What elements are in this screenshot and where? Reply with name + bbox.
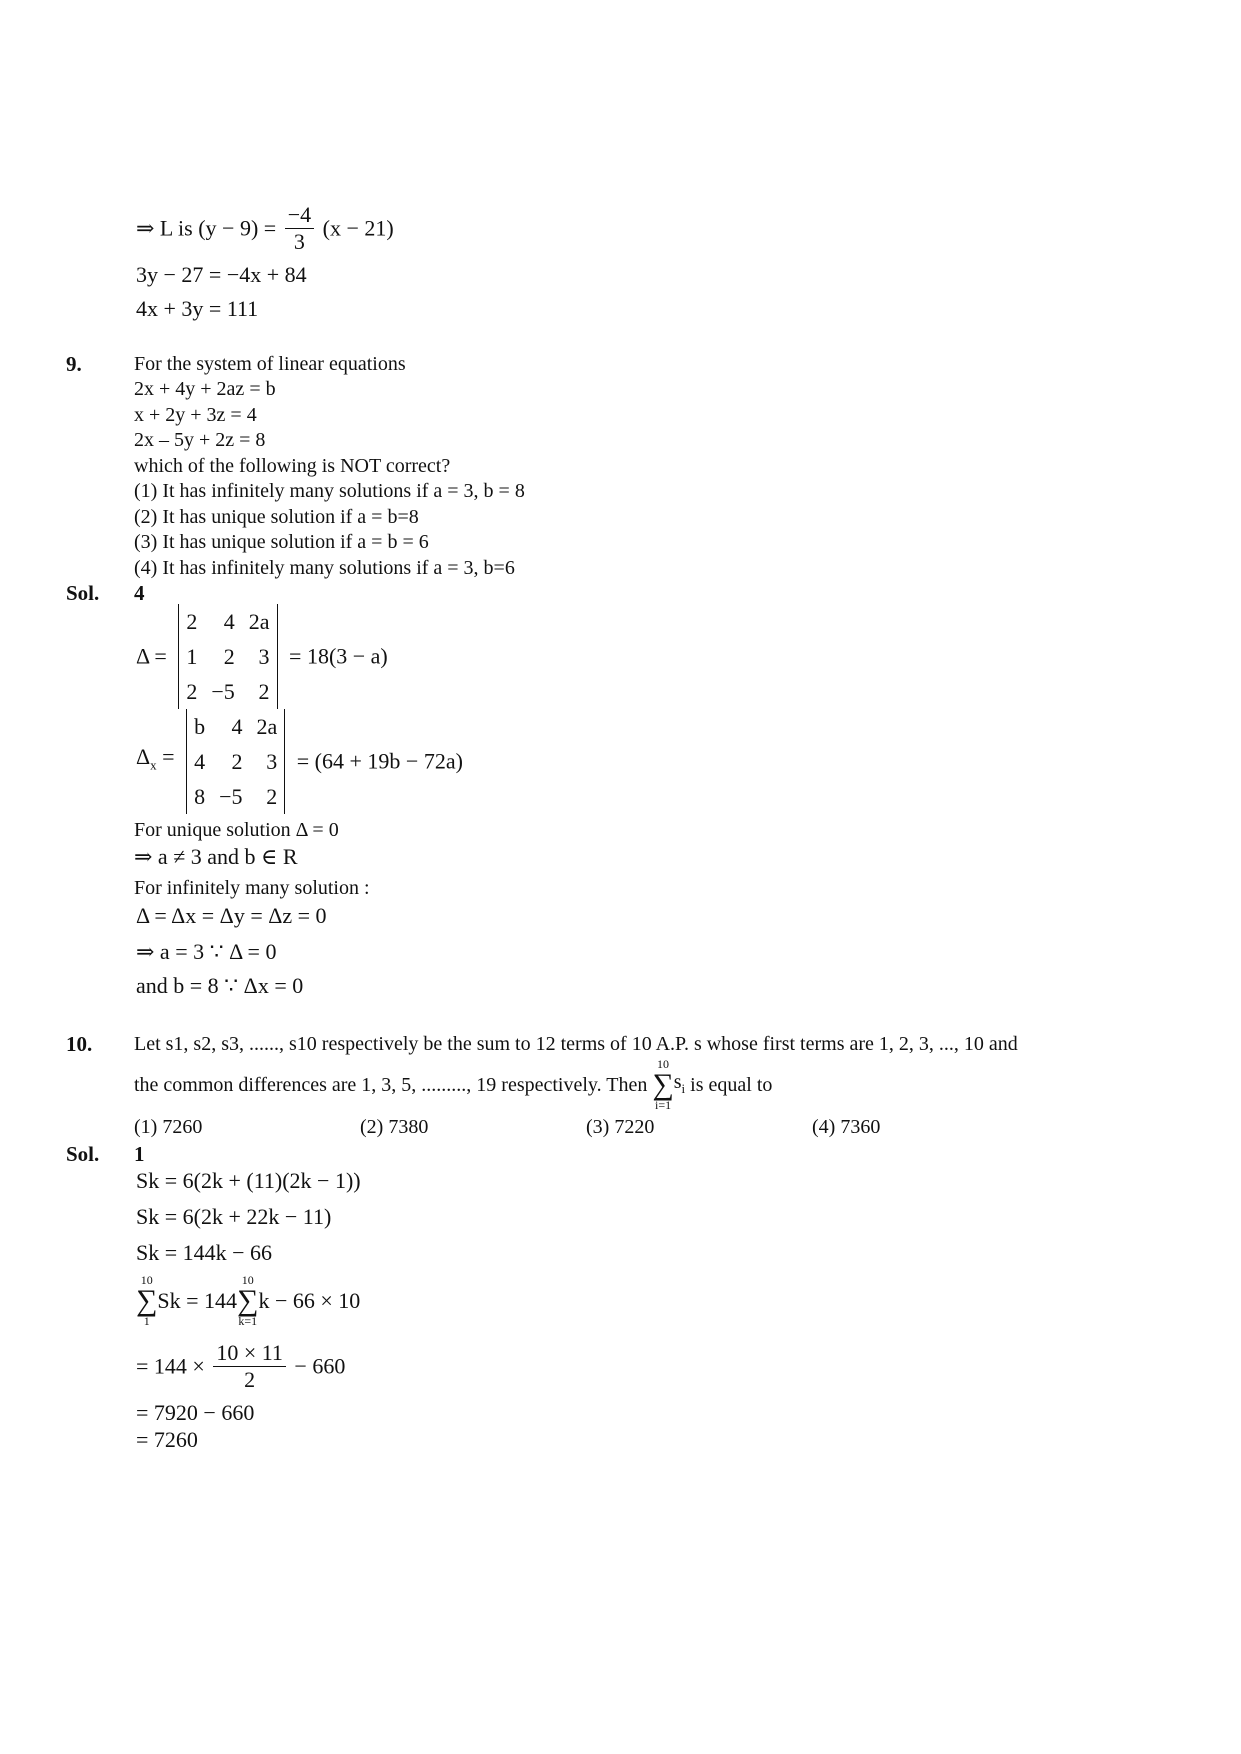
fraction — [285, 202, 314, 255]
matrix-cell: 2 — [223, 644, 235, 669]
stem-line-2-end: is equal to — [690, 1074, 773, 1096]
matrix-cell: 2 — [266, 784, 278, 809]
solution-10-fraction-step — [136, 1340, 345, 1393]
delta-result: = 18(3 − a) — [289, 643, 388, 669]
question-9-option-2: (2) It has unique solution if a = b=8 — [134, 506, 419, 528]
prev-line-1-suffix: (x − 21) — [322, 215, 394, 241]
unique-solution-line: For unique solution Δ = 0 — [134, 819, 339, 841]
question-9-number: 9. — [66, 352, 82, 376]
solution-10-step-3: Sk = 144k − 66 — [136, 1240, 273, 1265]
delta-x-result: = (64 + 19b − 72a) — [296, 748, 463, 774]
prev-line-1 — [136, 202, 394, 255]
matrix-cell: 3 — [266, 749, 278, 774]
fraction — [213, 1340, 286, 1393]
matrix-cell: 1 — [186, 644, 198, 669]
question-10-number: 10. — [66, 1032, 93, 1056]
summation-sign — [136, 1274, 157, 1328]
prev-line-3: 4x + 3y = 111 — [136, 296, 259, 321]
matrix-cell: 2 — [231, 749, 243, 774]
fraction-numerator: 10 × 11 — [213, 1340, 286, 1367]
matrix-cell: 2a — [248, 609, 270, 634]
infinite-solution-equation: Δ = Δx = Δy = Δz = 0 — [136, 903, 327, 928]
question-10-options — [134, 1115, 1038, 1139]
stem-line-2-text: the common differences are 1, 3, 5, ........., 19 respectively. Then — [134, 1074, 648, 1096]
delta-x-matrix — [186, 709, 285, 814]
delta-x-equals: = — [162, 744, 175, 770]
unique-solution-result: ⇒ a ≠ 3 and b ∈ R — [134, 844, 298, 869]
solution-10-answer: 1 — [134, 1142, 145, 1166]
delta-x-symbol: Δ — [136, 744, 151, 770]
delta-x-subscript: x — [150, 757, 157, 773]
matrix-cell: 4 — [194, 749, 206, 774]
question-9-equation-1: 2x + 4y + 2az = b — [134, 378, 276, 400]
question-10-stem-line-2 — [134, 1058, 772, 1112]
matrix-cell: −5 — [219, 784, 243, 809]
summation-lower-limit: k=1 — [238, 1314, 258, 1328]
summation-upper-limit: 10 — [241, 1273, 254, 1287]
summation-upper-limit: 10 — [657, 1057, 670, 1071]
infinite-solution-line: For infinitely many solution : — [134, 877, 370, 899]
matrix-cell: 2 — [186, 609, 198, 634]
summation-term-symbol: s — [673, 1070, 682, 1093]
summation-term — [673, 1070, 686, 1096]
question-9-stem: For the system of linear equations — [134, 353, 406, 375]
question-10-option-4: (4) 7360 — [812, 1116, 881, 1138]
condition-b: and b = 8 ∵ Δx = 0 — [136, 973, 304, 998]
condition-a: ⇒ a = 3 ∵ Δ = 0 — [136, 939, 277, 964]
question-9-option-3: (3) It has unique solution if a = b = 6 — [134, 531, 429, 553]
fraction-denominator: 3 — [293, 229, 305, 254]
matrix-cell: 2 — [258, 679, 270, 704]
fraction-denominator: 2 — [244, 1367, 256, 1392]
summation-end: k − 66 × 10 — [258, 1288, 361, 1313]
question-9-option-4: (4) It has infinitely many solutions if a = 3, b=6 — [134, 557, 515, 579]
solution-10-step-1: Sk = 6(2k + (11)(2k − 1)) — [136, 1168, 361, 1193]
fraction-suffix: − 660 — [294, 1353, 346, 1379]
matrix-cell: 2a — [256, 714, 278, 739]
prev-line-1-prefix: ⇒ L is (y − 9) = — [136, 215, 277, 241]
sigma-icon: ∑ — [237, 1284, 259, 1317]
matrix-cell: 2 — [186, 679, 198, 704]
summation-lower-limit: i=1 — [655, 1098, 672, 1112]
fraction-numerator: −4 — [285, 202, 314, 229]
solution-10-summation-step — [136, 1274, 360, 1328]
summation-term-subscript: i — [681, 1080, 686, 1096]
summation-sign — [652, 1058, 673, 1112]
delta-label: Δ = — [136, 643, 167, 669]
prev-line-2: 3y − 27 = −4x + 84 — [136, 262, 307, 287]
matrix-cell: 4 — [231, 714, 243, 739]
question-10-option-2: (2) 7380 — [360, 1116, 429, 1138]
delta-determinant — [136, 604, 388, 709]
solution-10-step-2: Sk = 6(2k + 22k − 11) — [136, 1204, 332, 1229]
matrix-cell: b — [194, 714, 206, 739]
question-10-option-3: (3) 7220 — [586, 1116, 655, 1138]
question-9-option-1: (1) It has infinitely many solutions if a = 3, b = 8 — [134, 480, 525, 502]
summation-lower-limit: 1 — [143, 1314, 150, 1328]
summation-sign — [237, 1274, 258, 1328]
solution-9-label: Sol. — [66, 581, 100, 605]
solution-10-line-a: = 7920 − 660 — [136, 1400, 255, 1425]
delta-x-label — [136, 744, 175, 773]
question-9-prompt: which of the following is NOT correct? — [134, 455, 451, 477]
sigma-icon: ∑ — [652, 1068, 674, 1101]
matrix-cell: 8 — [194, 784, 206, 809]
fraction-prefix: = 144 × — [136, 1353, 205, 1379]
solution-9-answer: 4 — [134, 581, 145, 605]
question-9-equation-3: 2x – 5y + 2z = 8 — [134, 429, 266, 451]
matrix-cell: −5 — [211, 679, 235, 704]
question-10-stem-line-1: Let s1, s2, s3, ......, s10 respectively be the sum to 12 terms of 10 A.P. s whose first terms are 1, 2, 3, ..., 10 and — [134, 1033, 1018, 1055]
delta-x-determinant — [136, 709, 463, 814]
summation-middle: Sk = 144 — [157, 1288, 238, 1313]
matrix-cell: 4 — [223, 609, 235, 634]
question-10-option-1: (1) 7260 — [134, 1116, 203, 1138]
sigma-icon: ∑ — [136, 1284, 158, 1317]
solution-10-label: Sol. — [66, 1142, 100, 1166]
solution-10-line-b: = 7260 — [136, 1427, 198, 1452]
summation-upper-limit: 10 — [140, 1273, 153, 1287]
matrix-cell: 3 — [258, 644, 270, 669]
delta-matrix — [178, 604, 277, 709]
question-9-equation-2: x + 2y + 3z = 4 — [134, 404, 257, 426]
